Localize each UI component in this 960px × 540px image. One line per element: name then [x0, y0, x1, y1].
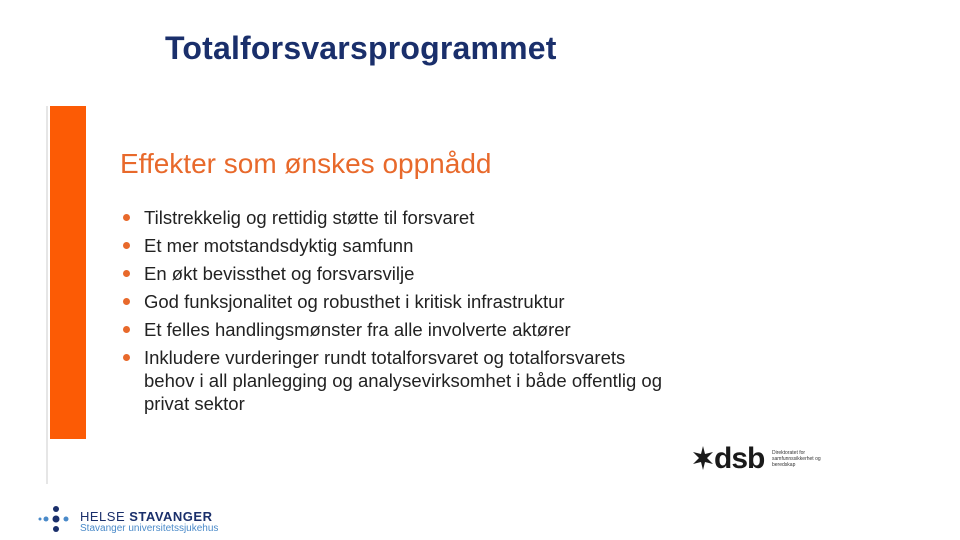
bullet-icon [123, 242, 130, 249]
dsb-subtitle: Direktoratet for samfunnssikkerhet og beredskap [772, 450, 821, 468]
dsb-star-icon [690, 444, 716, 474]
bullet-icon [123, 354, 130, 361]
effects-heading: Effekter som ønskes oppnådd [120, 148, 492, 179]
embedded-slide-image [46, 106, 666, 484]
helse-stavanger-logo [38, 505, 238, 535]
bullet-text: En økt bevissthet og forsvarsvilje [144, 263, 415, 284]
bullet-text: Inkludere vurderinger rundt totalforsvaret og totalforsvarets behov i all planlegging og analysevirksomhet i både offentlig og privat sektor [144, 347, 663, 414]
list-item [120, 290, 680, 313]
left-divider [46, 106, 48, 484]
helse-name-regular: HELSE [80, 509, 130, 524]
helse-subtitle: Stavanger universitetssjukehus [80, 523, 219, 534]
bullet-text: Et mer motstandsdyktig samfunn [144, 235, 414, 256]
bullet-text: Tilstrekkelig og rettidig støtte til forsvaret [144, 207, 475, 228]
helse-wordmark [80, 509, 212, 524]
orange-accent-bar [50, 106, 86, 439]
bullet-icon [123, 326, 130, 333]
list-item [120, 346, 680, 415]
list-item [120, 318, 680, 341]
bullet-icon [123, 214, 130, 221]
list-item [120, 206, 680, 229]
effects-list [120, 206, 680, 420]
bullet-text: Et felles handlingsmønster fra alle involverte aktører [144, 319, 571, 340]
bullet-text: God funksjonalitet og robusthet i kritisk infrastruktur [144, 291, 565, 312]
dsb-logo [690, 440, 840, 480]
dsb-wordmark: dsb [714, 442, 765, 475]
helse-dots-icon [38, 505, 74, 535]
bullet-icon [123, 298, 130, 305]
bullet-icon [123, 270, 130, 277]
list-item [120, 262, 680, 285]
slide-title: Totalforsvarsprogrammet [165, 30, 557, 66]
helse-name-bold: STAVANGER [129, 509, 213, 524]
list-item [120, 234, 680, 257]
